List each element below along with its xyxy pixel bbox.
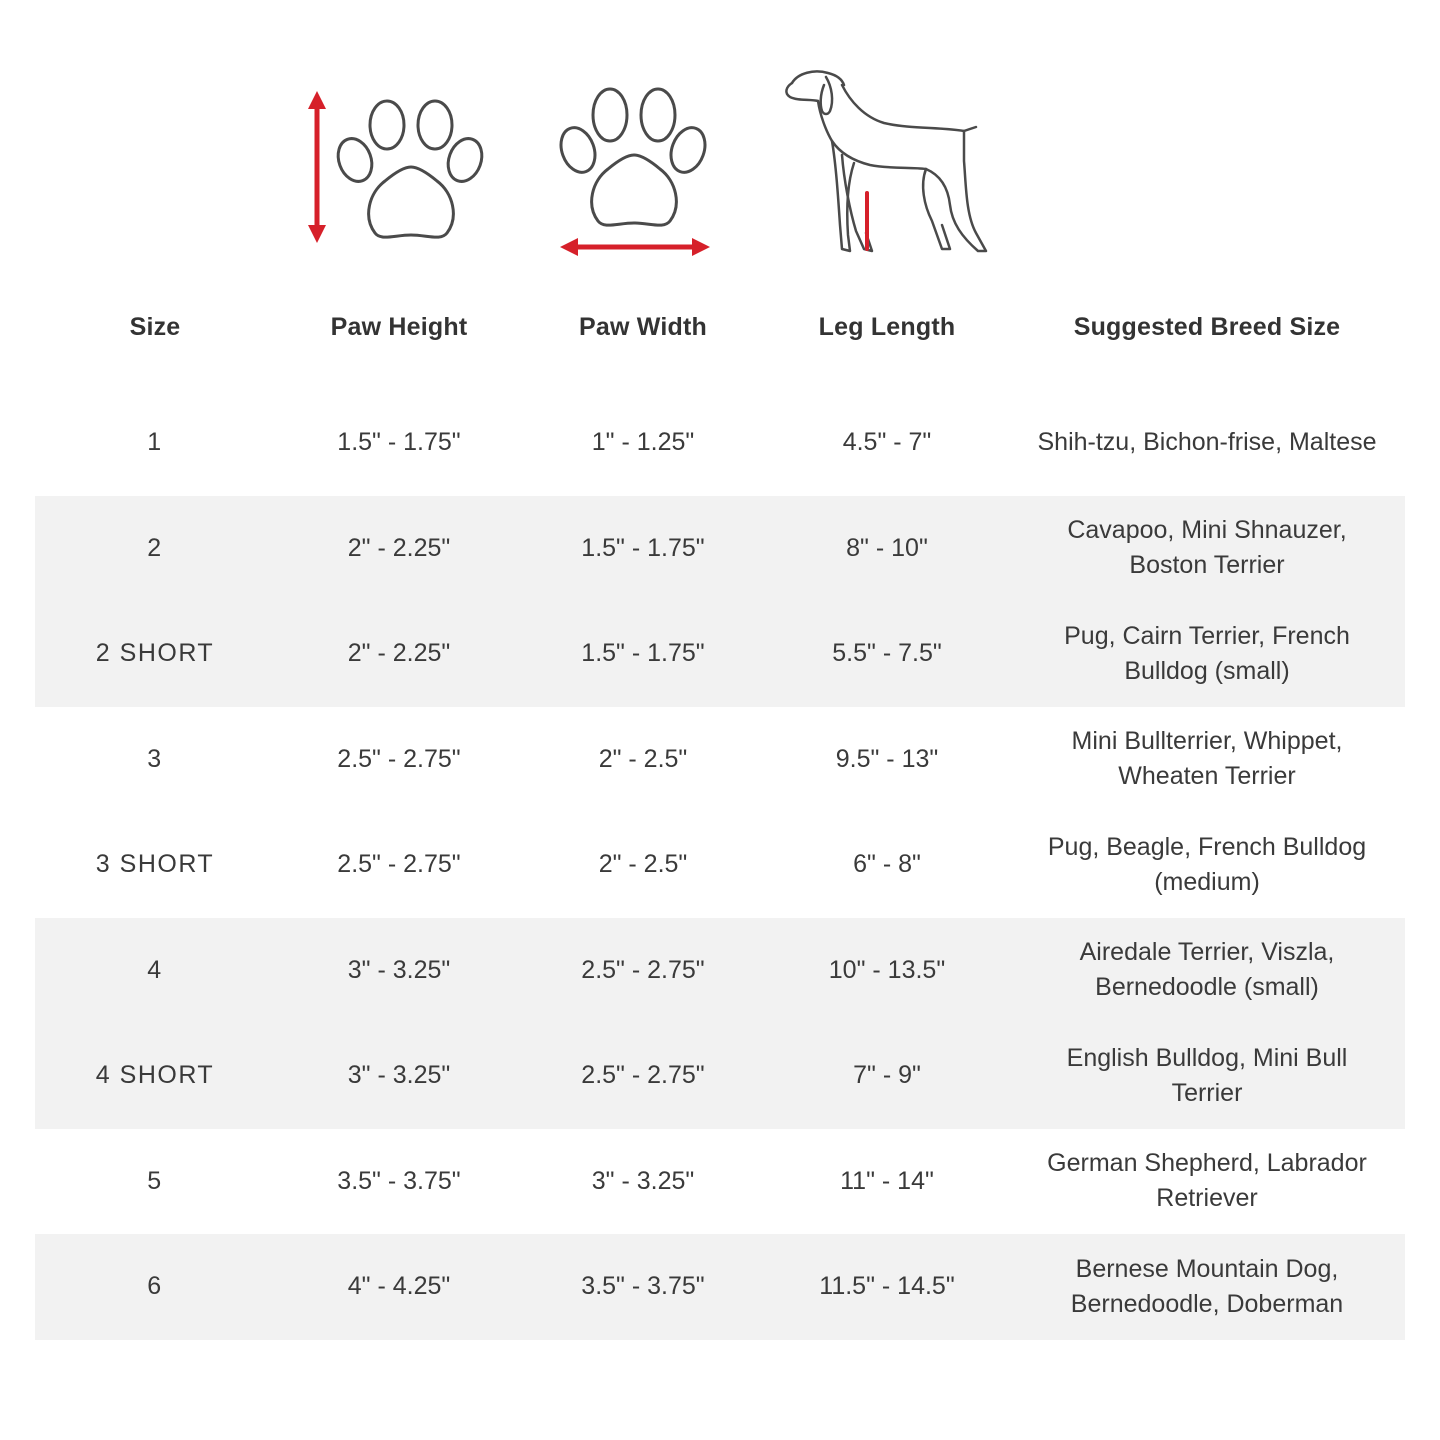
table-row — [35, 812, 1405, 918]
paw-width-cell: 3.5" - 3.75" — [581, 1272, 705, 1301]
table-row — [35, 1234, 1405, 1340]
leg-length-cell: 9.5" - 13" — [835, 744, 939, 773]
size-cell: 2 SHORT — [95, 639, 215, 668]
size-cell: 3 — [147, 744, 163, 773]
breed-cell: German Shepherd, Labrador Retriever — [1047, 1149, 1367, 1213]
paw-width-cell: 3" - 3.25" — [591, 1166, 695, 1195]
paw-height-cell: 3.5" - 3.75" — [337, 1166, 461, 1195]
leg-length-cell: 8" - 10" — [846, 533, 928, 562]
header-paw-width: Paw Width — [579, 312, 707, 341]
paw-height-cell: 1.5" - 1.75" — [337, 428, 461, 457]
paw-width-cell: 2.5" - 2.75" — [581, 1061, 705, 1090]
table-row — [35, 707, 1405, 813]
size-cell: 4 — [147, 955, 163, 984]
leg-length-cell: 7" - 9" — [853, 1061, 921, 1090]
breed-cell: Cavapoo, Mini Shnauzer, Boston Terrier — [1067, 516, 1347, 580]
table-header — [0, 300, 1440, 354]
paw-height-cell: 2" - 2.25" — [347, 533, 451, 562]
paw-width-icon — [550, 75, 725, 265]
breed-cell: English Bulldog, Mini Bull Terrier — [1066, 1043, 1348, 1107]
paw-width-cell: 2" - 2.5" — [598, 744, 688, 773]
table-row — [35, 601, 1405, 707]
table-row — [35, 1129, 1405, 1235]
table-row — [35, 1023, 1405, 1129]
leg-length-cell: 10" - 13.5" — [828, 955, 946, 984]
table-row — [35, 496, 1405, 602]
breed-cell: Shih-tzu, Bichon-frise, Maltese — [1037, 428, 1377, 457]
leg-length-cell: 4.5" - 7" — [842, 428, 932, 457]
leg-length-cell: 6" - 8" — [853, 850, 921, 879]
breed-cell: Pug, Cairn Terrier, French Bulldog (small) — [1064, 621, 1350, 685]
header-breed-size: Suggested Breed Size — [1073, 312, 1341, 341]
header-size: Size — [129, 312, 181, 341]
leg-length-cell: 5.5" - 7.5" — [832, 639, 942, 668]
paw-width-cell: 1.5" - 1.75" — [581, 533, 705, 562]
breed-cell: Airedale Terrier, Viszla, Bernedoodle (small) — [1079, 938, 1335, 1002]
paw-height-icon — [295, 85, 495, 255]
breed-cell: Pug, Beagle, French Bulldog (medium) — [1047, 832, 1367, 896]
size-cell: 2 — [147, 533, 163, 562]
paw-height-cell: 4" - 4.25" — [347, 1272, 451, 1301]
header-leg-length: Leg Length — [818, 312, 956, 341]
paw-height-cell: 2.5" - 2.75" — [337, 744, 461, 773]
header-paw-height: Paw Height — [330, 312, 468, 341]
dog-leg-length-icon — [780, 65, 995, 265]
paw-width-cell: 2" - 2.5" — [598, 850, 688, 879]
size-table — [35, 390, 1405, 1340]
paw-height-cell: 3" - 3.25" — [347, 955, 451, 984]
size-cell: 5 — [147, 1166, 163, 1195]
table-row — [35, 390, 1405, 496]
size-cell: 3 SHORT — [95, 850, 215, 879]
breed-cell: Mini Bullterrier, Whippet, Wheaten Terrier — [1071, 727, 1343, 791]
leg-length-cell: 11" - 14" — [840, 1166, 934, 1195]
breed-cell: Bernese Mountain Dog, Bernedoodle, Doberman — [1070, 1254, 1344, 1318]
size-cell: 4 SHORT — [95, 1061, 215, 1090]
paw-width-cell: 2.5" - 2.75" — [581, 955, 705, 984]
size-cell: 1 — [147, 428, 163, 457]
paw-height-cell: 2.5" - 2.75" — [337, 850, 461, 879]
leg-length-cell: 11.5" - 14.5" — [819, 1272, 955, 1301]
paw-height-cell: 3" - 3.25" — [347, 1061, 451, 1090]
table-row — [35, 918, 1405, 1024]
size-cell: 6 — [147, 1272, 163, 1301]
paw-height-cell: 2" - 2.25" — [347, 639, 451, 668]
paw-width-cell: 1.5" - 1.75" — [581, 639, 705, 668]
paw-width-cell: 1" - 1.25" — [591, 428, 695, 457]
